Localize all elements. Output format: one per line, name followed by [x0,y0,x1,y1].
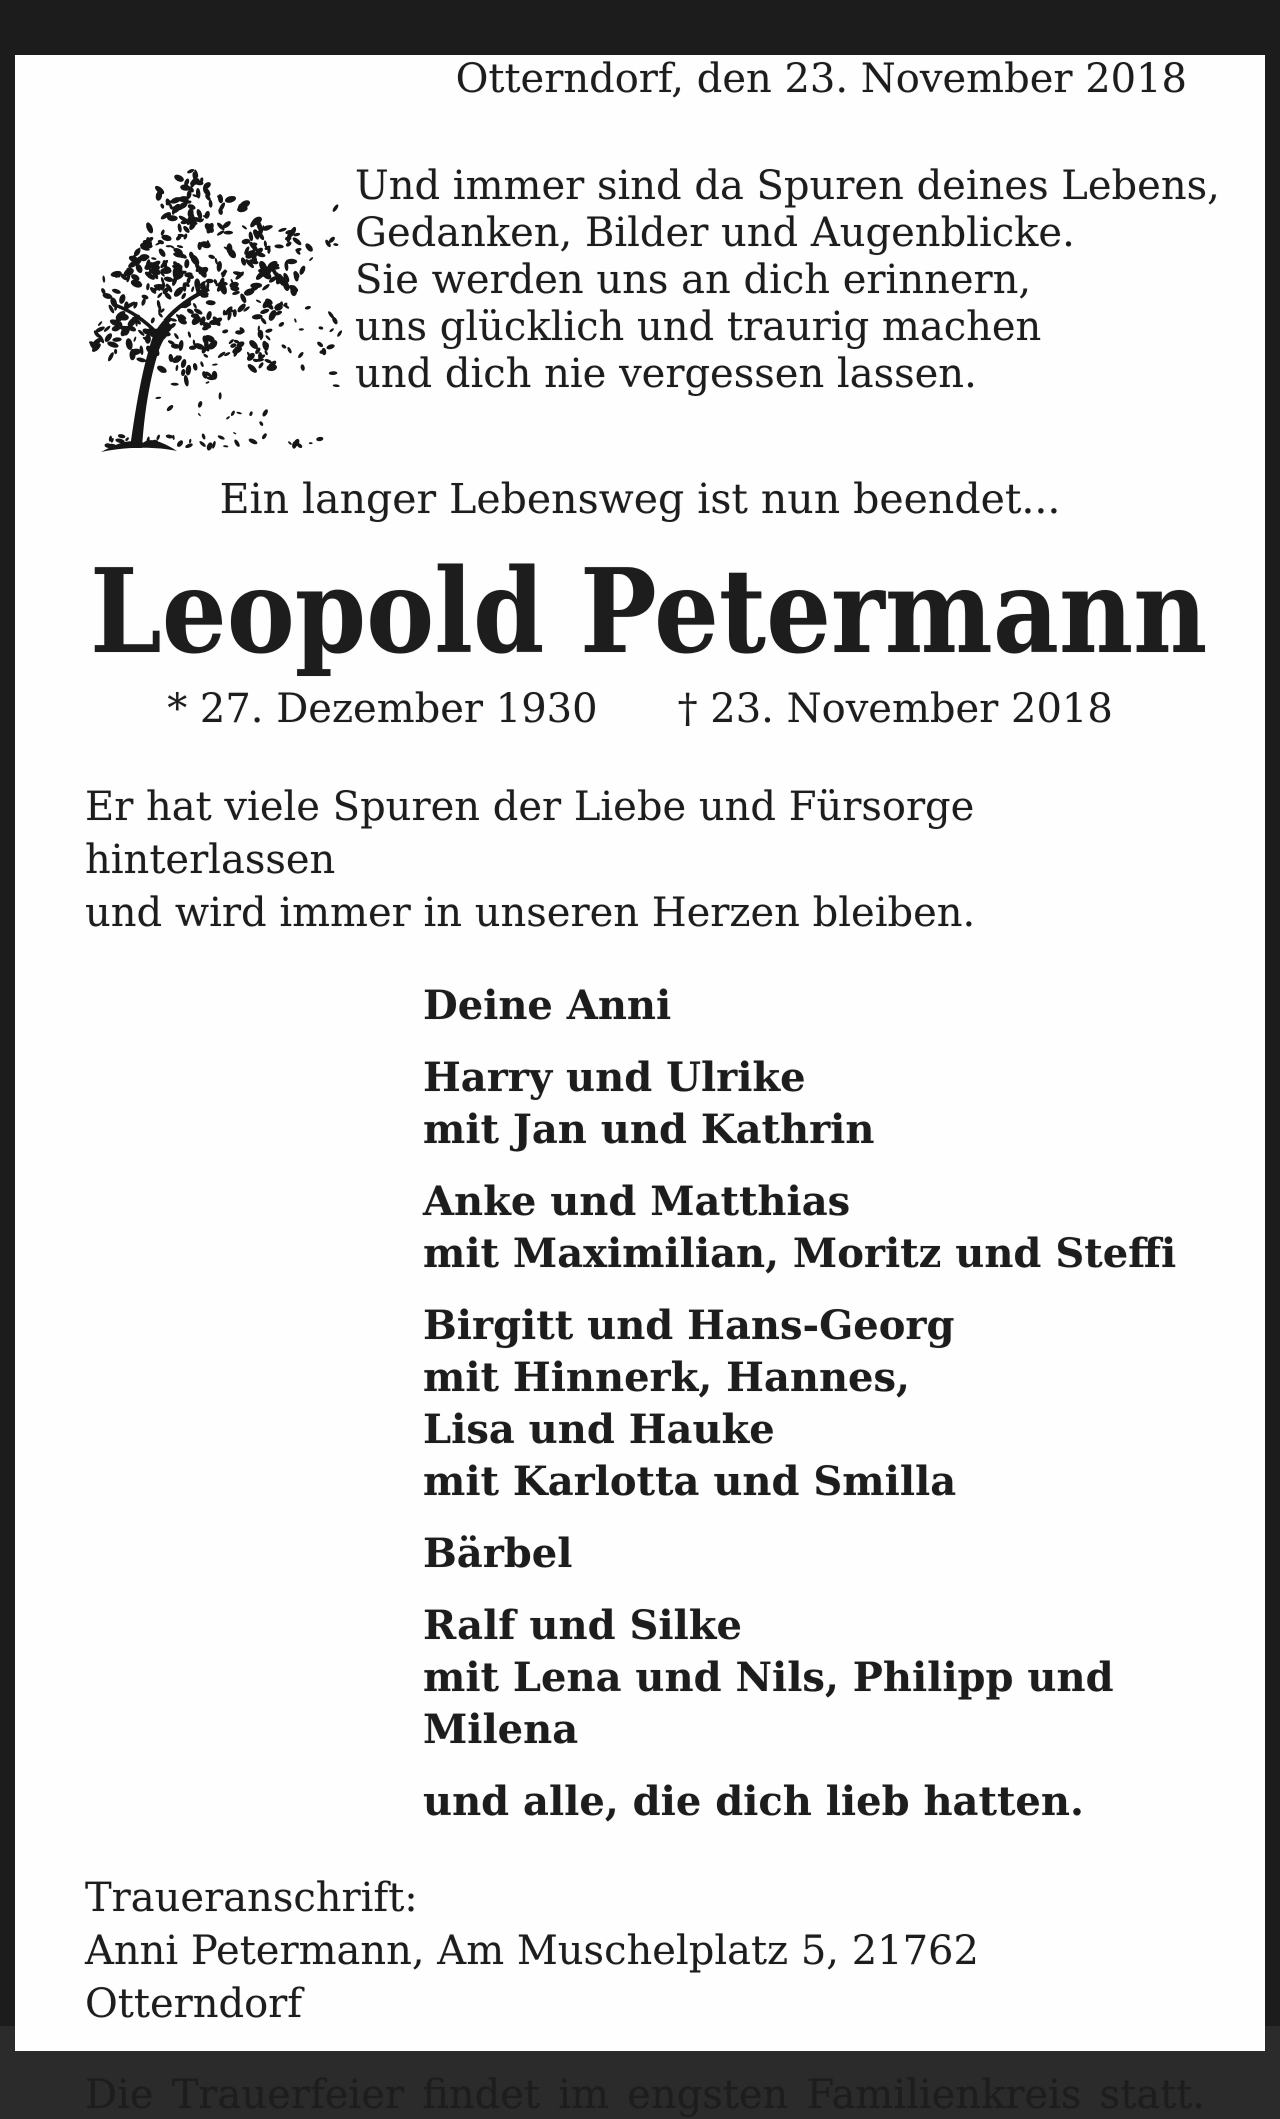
mourner-line: Lisa und Hauke [423,1406,775,1454]
mourner-line: Harry und Ulrike [423,1054,806,1102]
tribute-line: und wird immer in unseren Herzen bleiben. [85,890,976,937]
mourner-line: mit Karlotta und Smilla [423,1458,957,1506]
poem-line: Sie werden uns an dich erinnern, [355,257,1032,303]
poem-line: Und immer sind da Spuren deines Lebens, [355,163,1220,209]
tribute-text [85,781,1205,940]
memorial-poem [355,163,1265,398]
mourning-address [85,1872,1205,2031]
death-date: † 23. November 2018 [677,686,1113,733]
mourner-line: mit Lena und Nils, Philipp und Milena [423,1654,1114,1754]
tree-icon [43,149,343,471]
mourner-line: Birgitt und Hans-Georg [423,1302,955,1350]
mourner-line: mit Jan und Kathrin [423,1106,875,1154]
life-dates [15,685,1265,733]
mourner-line: mit Hinnerk, Hannes, [423,1354,910,1402]
tribute-line: Er hat viele Spuren der Liebe und Fürsorge hinterlassen [85,784,975,884]
mourner-group [423,1600,1265,1756]
ceremony-note: Die Trauerfeier findet im engsten Familienkreis statt. [85,2072,1205,2119]
dateline: Otterndorf, den 23. November 2018 [455,56,1187,102]
opening-section [15,163,1265,415]
mourning-address-line: Anni Petermann, Am Muschelplatz 5, 21762 Otterndorf [85,1928,979,2028]
poem-line: uns glücklich und traurig machen [355,304,1042,350]
poem-line: und dich nie vergessen lassen. [355,351,977,397]
mourner-line: mit Maximilian, Moritz und Steffi [423,1230,1177,1278]
mourners-list [423,980,1265,1828]
mourner-line: Bärbel [423,1530,573,1578]
obituary-sheet [15,55,1265,2119]
mourner-line: Deine Anni [423,982,672,1030]
mourner-group [423,1300,1265,1508]
mourner-group [423,1776,1265,1828]
mourner-group [423,1528,1265,1580]
mourner-group [423,1052,1265,1156]
mourning-address-label: Traueranschrift: [85,1875,418,1922]
deceased-name: Leopold Petermann [90,544,1208,680]
mourner-line: Anke und Matthias [423,1178,851,1226]
poem-line: Gedanken, Bilder und Augenblicke. [355,210,1075,256]
mourner-group [423,1176,1265,1280]
mourner-line: und alle, die dich lieb hatten. [423,1778,1084,1826]
birth-date: * 27. Dezember 1930 [167,686,598,733]
mourner-line: Ralf und Silke [423,1602,742,1650]
intro-line: Ein langer Lebensweg ist nun beendet... [219,475,1061,523]
mourner-group [423,980,1265,1032]
